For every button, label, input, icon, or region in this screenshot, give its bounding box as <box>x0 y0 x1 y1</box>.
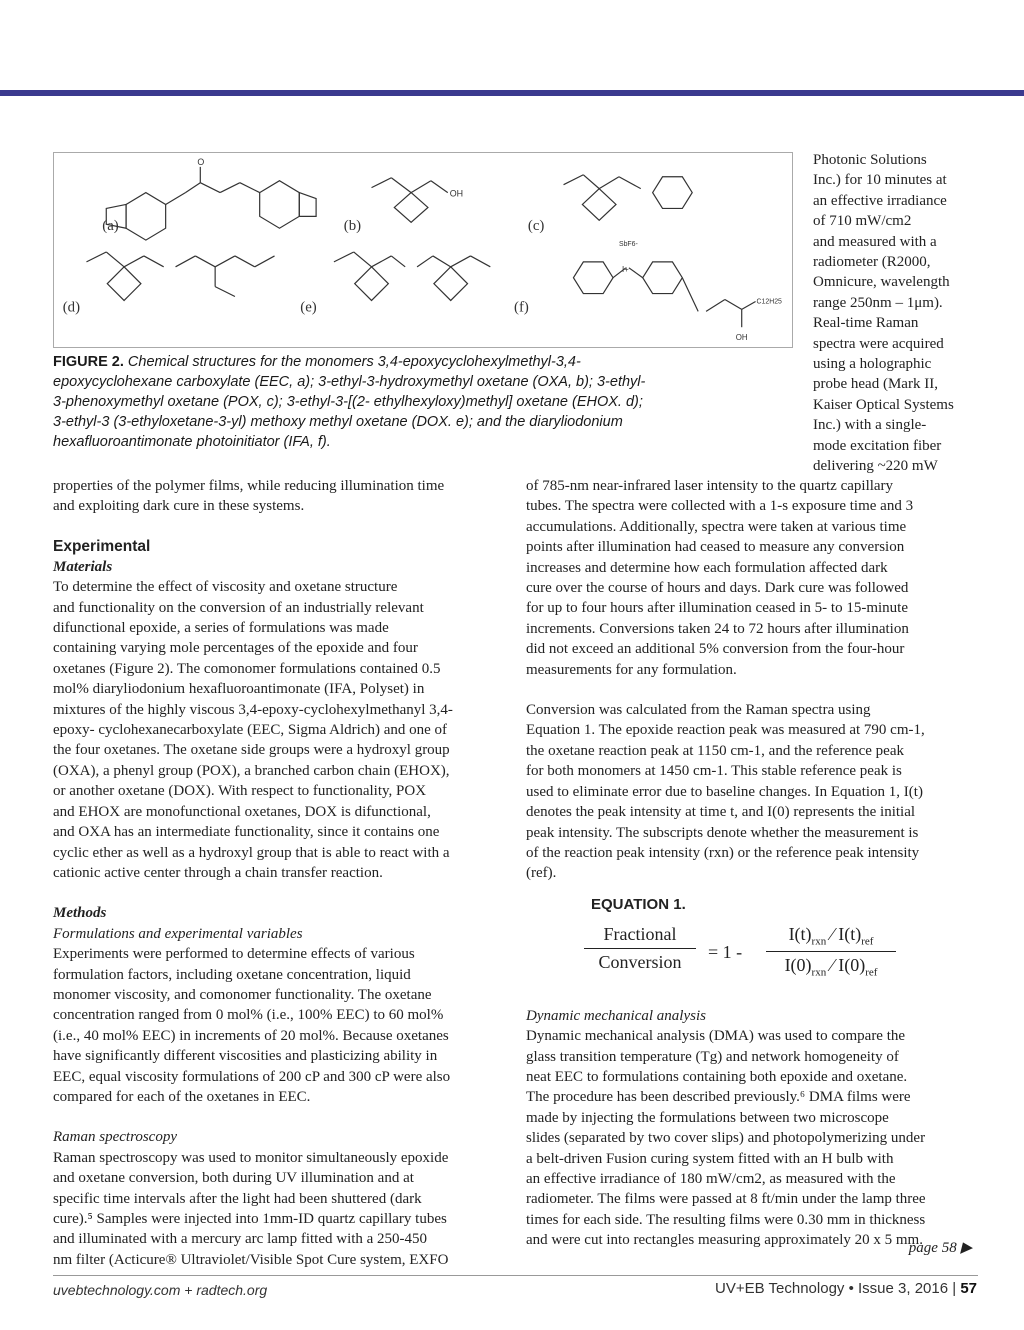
equation-rhs-numerator: $I(t)_{rxn}$ ⁄ $I(t)_{ref}$ <box>788 924 874 948</box>
text-line: oxetanes (Figure 2). The comonomer formulations contained 0.5 <box>53 660 441 677</box>
text-line: (i.e., 40 mol% EEC) in increments of 20 mol%. Because oxetanes <box>53 1027 449 1044</box>
atom-label: OH <box>735 333 748 343</box>
text-line: increments. Conversions taken 24 to 72 hours after illumination <box>526 620 909 637</box>
cyclohexane-ring-a2 <box>260 181 300 229</box>
text-line: did not exceed an additional 5% conversion from the four-hour <box>526 641 905 658</box>
atom-label: SbF6- <box>618 241 638 249</box>
figure-label: (c) <box>527 218 545 235</box>
text-line: cure).⁵ Samples were injected into 1mm-ID quartz capillary tubes <box>53 1211 447 1227</box>
text-line: of the reaction peak intensity (rxn) or the reference peak intensity <box>526 844 920 861</box>
text-line: Raman spectroscopy was used to monitor simultaneously epoxide <box>53 1149 449 1166</box>
text-line: difunctional epoxide, a series of formulations was made <box>53 620 389 637</box>
text-line: an effective irradiance of 180 mW/cm2, as measured with the <box>526 1170 896 1187</box>
caption-line: epoxycyclohexane carboxylate (EEC, a); 3-ethyl-3-hydroxymethyl oxetane (OXA, b); 3-ethyl- <box>53 374 646 390</box>
text-line: times for each side. The resulting films were 0.30 mm in thickness <box>526 1211 926 1228</box>
text-line: using a holographic <box>813 356 932 373</box>
chemical-structures-image <box>54 153 792 347</box>
text-line: Inc.) for 10 minutes at <box>813 172 947 189</box>
text-line: compared for each of the oxetanes in EEC. <box>53 1088 311 1105</box>
equation-label: EQUATION 1. <box>591 896 686 913</box>
text-line: and were cut into rectangles measuring approximately 20 x 5 mm. <box>526 1232 923 1249</box>
figure-label: (d) <box>62 299 81 316</box>
atom-label: OH <box>449 188 464 199</box>
text-line: neat EEC to formulations containing both epoxide and oxetane. <box>526 1068 908 1085</box>
text-line: and OXA has an intermediate functionality, since it contains one <box>53 824 440 841</box>
left-column <box>53 476 508 1270</box>
equation-rhs-denominator: $I(0)_{rxn}$ ⁄ $I(0)_{ref}$ <box>784 954 878 979</box>
text-line: Conversion was calculated from the Raman spectra using <box>526 702 871 719</box>
text-line: Experiments were performed to determine effects of various <box>53 946 415 963</box>
caption-line: hexafluoroantimonate photoinitiator (IFA, f). <box>53 434 331 450</box>
oxetane-ring-e1 <box>355 267 389 301</box>
subsection-heading-dma: Dynamic mechanical analysis <box>526 1007 706 1024</box>
text-line: Dynamic mechanical analysis (DMA) was used to compare the <box>526 1028 906 1045</box>
text-line: and EHOX are monofunctional oxetanes, DOX is difunctional, <box>53 803 431 820</box>
text-line: Inc.) with a single- <box>813 417 927 434</box>
text-line: probe head (Mark II, <box>813 376 938 393</box>
caption-prefix: FIGURE 2. <box>53 354 124 370</box>
subsection-heading-materials: Materials <box>53 558 113 575</box>
phenyl-ring-f1 <box>573 262 613 294</box>
oxetane-ring-e2 <box>434 267 468 301</box>
text-line: and functionality on the conversion of an industrially relevant <box>53 599 424 616</box>
page-number: 57 <box>960 1280 977 1297</box>
text-line: and illuminated with a mercury arc lamp fitted with a 250-450 <box>53 1231 428 1248</box>
text-line: properties of the polymer films, while reducing illumination time <box>53 478 445 494</box>
phenyl-ring-c <box>653 177 693 209</box>
text-line: radiometer (R2000, <box>813 254 931 271</box>
text-line: and oxetane conversion, both during UV illumination and at <box>53 1170 414 1187</box>
text-line: for both monomers at 1450 cm-1. This stable reference peak is <box>526 763 902 780</box>
footer-publication <box>715 1280 977 1297</box>
equation-equals: = 1 - <box>708 942 743 962</box>
text-line: and measured with a <box>813 233 937 250</box>
atom-label: I+ <box>621 264 629 274</box>
text-line: concentration ranged from 0 mol% (i.e., 100% EEC) to 60 mol% <box>53 1007 444 1024</box>
figure-label: (a) <box>102 218 119 235</box>
figure-chemical-structures <box>53 152 793 348</box>
footer-websites: uvebtechnology.com + radtech.org <box>53 1282 268 1298</box>
figure-caption <box>53 352 773 452</box>
oxetane-ring-d <box>107 267 141 301</box>
caption-line: 3-ethyl-3 (3-ethyloxetane-3-yl) methoxy methyl oxetane (DOX. e); and the diaryliodonium <box>53 414 623 430</box>
equation-1 <box>584 924 914 984</box>
text-line: nm filter (Acticure® Ultraviolet/Visible Spot Cure system, EXFO <box>53 1251 449 1268</box>
equation-lhs-denominator: Conversion <box>598 952 682 972</box>
figure-label: (e) <box>300 299 317 316</box>
text-line: of 785-nm near-infrared laser intensity to the quartz capillary <box>526 478 894 494</box>
text-line: used to eliminate error due to baseline changes. In Equation 1, I(t) <box>526 783 923 800</box>
text-line: points after illumination had ceased to measure any conversion <box>526 539 905 556</box>
text-line: mode excitation fiber <box>813 437 942 454</box>
caption-line: Chemical structures for the monomers 3,4-epoxycyclohexylmethyl-3,4- <box>123 354 581 370</box>
text-line: Omnicure, wavelength <box>813 274 950 291</box>
equation-rhs <box>766 924 896 978</box>
text-line: the four oxetanes. The oxetane side groups were a hydroxyl group <box>53 742 450 759</box>
phenyl-ring-f2 <box>643 262 683 294</box>
text-line: Real-time Raman <box>813 315 919 332</box>
side-column-text <box>813 150 983 477</box>
text-line: formulation factors, including oxetane concentration, liquid <box>53 966 411 983</box>
text-line: denotes the peak intensity at time t, and I(0) represents the initial <box>526 804 916 821</box>
oxetane-ring-c <box>582 189 616 221</box>
atom-label: C12H25 <box>756 298 782 306</box>
text-line: range 250nm – 1μm). <box>813 294 943 311</box>
footer-divider <box>53 1275 978 1276</box>
text-line: accumulations. Additionally, spectra were taken at various time <box>526 518 907 535</box>
figure-label: (f) <box>514 299 529 316</box>
text-line: (ref). <box>526 865 557 882</box>
text-line: the oxetane reaction peak at 1150 cm-1, and the reference peak <box>526 742 904 759</box>
text-line: mol% diaryliodonium hexafluoroantimonate (IFA, Polyset) in <box>53 681 425 698</box>
oxetane-ring-b <box>394 193 428 223</box>
text-line: cationic active center through a chain transfer reaction. <box>53 864 383 881</box>
figure-label: (b) <box>343 218 362 235</box>
cyclohexane-ring-a1 <box>126 193 166 241</box>
text-line: tubes. The spectra were collected with a 1-s exposure time and 3 <box>526 498 914 515</box>
text-line: glass transition temperature (Tg) and network homogeneity of <box>526 1048 899 1065</box>
text-line: peak intensity. The subscripts denote whether the measurement is <box>526 824 919 841</box>
text-line: slides (separated by two cover slips) and photopolymerizing under <box>526 1130 926 1147</box>
text-line: made by injecting the formulations between two microscope <box>526 1109 889 1126</box>
text-line: Kaiser Optical Systems <box>813 396 954 413</box>
text-line: radiometer. The films were passed at 8 ft/min under the lamp three <box>526 1191 926 1208</box>
text-line: Photonic Solutions <box>813 152 927 168</box>
subsection-heading-formulations: Formulations and experimental variables <box>53 925 303 942</box>
text-line: EEC, equal viscosity formulations of 200 cP and 300 cP were also <box>53 1068 451 1085</box>
text-line: cyclic ether as well as a hydroxyl group that is able to react with a <box>53 844 450 861</box>
text-line: delivering ~220 mW <box>813 458 938 475</box>
text-line: measurements for any formulation. <box>526 661 737 678</box>
text-line: containing varying mole percentages of the epoxide and four <box>53 640 418 657</box>
section-heading-methods: Methods <box>53 905 107 922</box>
text-line: and exploiting dark cure in these systems. <box>53 498 305 515</box>
text-line: an effective irradiance <box>813 192 947 209</box>
header-bar <box>0 90 1024 96</box>
text-line: of 710 mW/cm2 <box>813 213 912 230</box>
text-line: spectra were acquired <box>813 335 944 352</box>
text-line: increases and determine how each formulation affected dark <box>526 559 888 576</box>
text-line: a belt-driven Fusion curing system fitted with an H bulb with <box>526 1150 894 1167</box>
text-line: or another oxetane (DOX). With respect to functionality, POX <box>53 783 427 800</box>
subsection-heading-raman: Raman spectroscopy <box>53 1129 177 1146</box>
text-line: mixtures of the highly viscous 3,4-epoxy-cyclohexylmethanyl 3,4- <box>53 701 453 718</box>
atom-label: O <box>197 156 205 167</box>
text-line: To determine the effect of viscosity and oxetane structure <box>53 579 398 596</box>
right-column <box>526 476 981 1251</box>
text-line: monomer viscosity, and comonomer functionality. The oxetane <box>53 986 432 1003</box>
text-line: cure over the course of hours and days. Dark cure was followed <box>526 580 909 597</box>
footer-issue: UV+EB Technology • Issue 3, 2016 | <box>715 1280 961 1297</box>
equation-lhs-numerator: Fractional <box>603 924 677 944</box>
text-line: have significantly different viscosities and plasticizing ability in <box>53 1048 438 1065</box>
text-line: specific time intervals after the light had been shuttered (dark <box>53 1190 422 1207</box>
text-line: (OXA), a phenyl group (POX), a branched carbon chain (EHOX), <box>53 762 450 779</box>
epoxide-ring-a2 <box>299 193 316 217</box>
text-line: for up to four hours after illumination ceased in 5- to 15-minute <box>526 600 908 617</box>
caption-line: 3-phenoxymethyl oxetane (POX, c); 3-ethyl-3-[(2- ethylhexyloxy)methyl] oxetane (EHOX. d); <box>53 394 643 410</box>
text-line: epoxy- cyclohexanecarboxylate (EEC, Sigma Aldrich) and one of <box>53 722 448 739</box>
text-line: The procedure has been described previously.⁶ DMA films were <box>526 1089 911 1106</box>
section-heading-experimental: Experimental <box>53 537 151 555</box>
continued-page-link[interactable]: page 58 ▶ <box>908 1240 972 1256</box>
text-line: Equation 1. The epoxide reaction peak was measured at 790 cm-1, <box>526 722 925 739</box>
equation-lhs <box>584 924 696 973</box>
